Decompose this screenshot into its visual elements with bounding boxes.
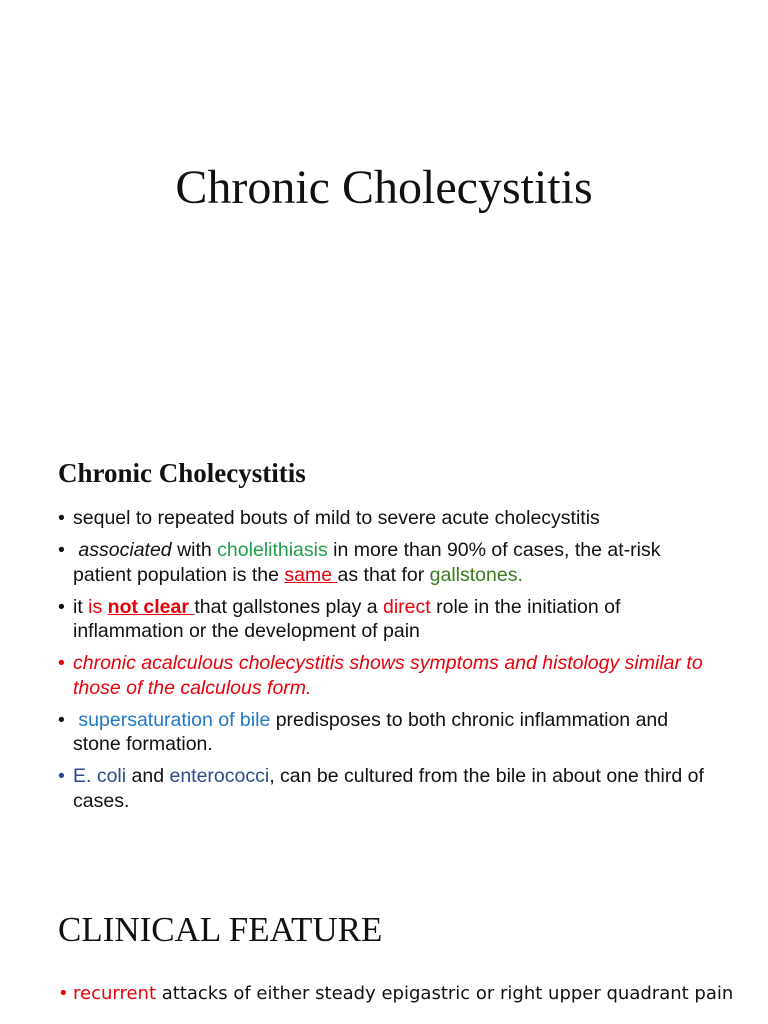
bullet-icon: • bbox=[58, 595, 65, 618]
bullet-sequel: • sequel to repeated bouts of mild to severe acute cholecystitis bbox=[58, 507, 600, 529]
bullet-supersaturation: • supersaturation of bile predisposes to both chronic inflammation and stone formation. bbox=[58, 708, 669, 755]
term-cholelithiasis: cholelithiasis bbox=[217, 539, 328, 561]
bullet-icon: • bbox=[58, 539, 65, 561]
clinical-slide bbox=[0, 880, 768, 1024]
term-direct: direct bbox=[383, 595, 431, 618]
bullet-not-clear: • it is not clear that gallstones play a direct role in the initiation of inflammation or the development of pain bbox=[58, 595, 621, 642]
content-slide bbox=[0, 430, 768, 860]
bullet-acalculous: • chronic acalculous cholecystitis shows symptoms and histology similar to those of the calculous form. bbox=[58, 652, 703, 699]
bullet-list bbox=[58, 506, 718, 821]
bullet-associated: • associated with cholelithiasis in more than 90% of cases, the at-risk patient population is the same as that for gallstones. bbox=[58, 539, 661, 586]
title-slide bbox=[0, 0, 768, 430]
term-enterococci: enterococci bbox=[169, 765, 270, 787]
slide-heading: CLINICAL FEATURE bbox=[58, 910, 383, 949]
term-supersaturation: supersaturation of bile bbox=[78, 708, 271, 731]
bullet-icon: • bbox=[58, 652, 65, 674]
bullet-icon: • bbox=[58, 507, 65, 529]
bullet-recurrent: • recurrent attacks of either steady epigastric or right upper quadrant pain bbox=[58, 983, 734, 1004]
term-not-clear: not clear bbox=[107, 595, 195, 618]
slide-heading: Chronic Cholecystitis bbox=[58, 458, 306, 488]
bullet-ecoli: • E. coli and enterococci, can be cultured from the bile in about one third of cases. bbox=[58, 765, 704, 812]
bullet-icon: • bbox=[58, 983, 69, 1004]
term-gallstones: gallstones. bbox=[429, 563, 523, 586]
slide-title: Chronic Cholecystitis bbox=[175, 161, 593, 214]
term-same: same bbox=[284, 563, 338, 586]
emphasis-associated: associated bbox=[78, 539, 172, 561]
term-ecoli: E. coli bbox=[73, 765, 127, 787]
bullet-icon: • bbox=[58, 765, 65, 787]
bullet-icon: • bbox=[58, 708, 65, 731]
term-recurrent: recurrent bbox=[73, 983, 157, 1004]
